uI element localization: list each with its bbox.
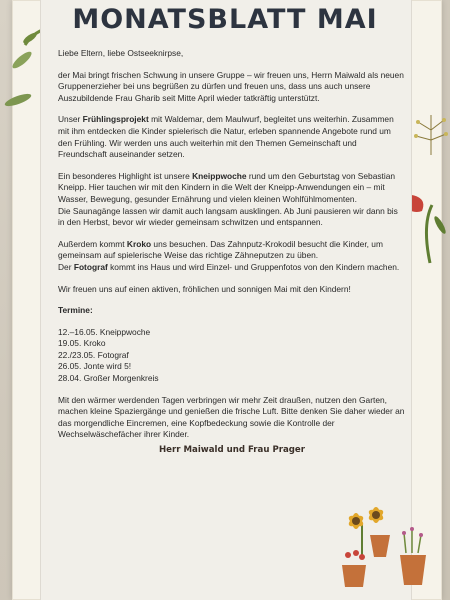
page-title: MONATSBLATT MAI: [72, 4, 378, 35]
kroko-paragraph: Außerdem kommt Kroko uns besuchen. Das Zahnputz-Krokodil besucht die Kinder, um gemeinsam auf spielerische Weise das richtige Zähneputzen zu üben. Der Fotograf kommt ins Haus und wird Einzel- und Gruppenfotos von den Kindern machen.: [58, 238, 400, 272]
termine-item: 28.04. Großer Morgenkreis: [58, 373, 159, 384]
flower-pots-icon: [330, 495, 442, 595]
termine-heading: Termine:: [58, 305, 93, 316]
termine-list: [58, 327, 406, 385]
greeting: Liebe Eltern, liebe Ostseeknirpse,: [58, 48, 184, 58]
leaf-icon: [412, 110, 450, 160]
closing-paragraph: Wir freuen uns auf einen aktiven, fröhlichen und sonnigen Mai mit den Kindern!: [58, 283, 351, 294]
spring-paragraph: Unser Frühlingsprojekt mit Waldemar, dem Maulwurf, begleitet uns weiterhin. Zusammen mit ihm entdecken die Kinder spielerisch die Natur, erleben spannende Angebote rund um den Frühling. Wir werden uns auch weiterhin mit den Themen Gemeinschaft und Freundschaft auseinander setzen.: [58, 114, 394, 160]
signature: Herr Maiwald und Frau Prager: [158, 445, 305, 456]
termine-item: 22./23.05. Fotograf: [58, 349, 129, 360]
letter-body: [58, 48, 406, 457]
intro-paragraph: der Mai bringt frischen Schwung in unsere Gruppe – wir freuen uns, Herrn Maiwald als neuen Gruppenerzieher bei uns begrüßen zu dürfen und freuen uns, dass uns auch unsere Auszubildende Frau Gharib seit Mitte April wieder tatkräftig unterstützt.: [58, 69, 404, 103]
outro-paragraph: Mit den wärmer werdenden Tagen verbringen wir mehr Zeit draußen, nutzen den Garten, machen kleine Spaziergänge und genießen die frische Luft. Bitte denken Sie daher wieder an das morgendliche Eincremen, eine Kopfbedeckung sowie die Kontrolle der Wechselwäschefächer ihrer Kinder.: [58, 394, 405, 440]
termine-item: 12.–16.05. Kneippwoche: [58, 326, 151, 337]
termine-item: 26.05. Jonte wird 5!: [58, 361, 132, 372]
leaf-icon: [0, 40, 40, 120]
kneipp-paragraph: Ein besonderes Highlight ist unsere Kneippwoche rund um den Geburtstag von Sebastian Kneipp. Hier tauchen wir mit den Kindern in die Welt der Kneipp-Anwendungen ein – mit Wasser, Bewegung, gesunder Ernährung und vielen kleinen Wohlfühlmomenten. Die Saunagänge lassen wir damit auch langsam ausklingen. Ab Juni pausieren wir dann bis in den Herbst, bevor wir wieder gemeinsam schwitzen und entspannen.: [58, 170, 398, 228]
termine-item: 19.05. Kroko: [58, 338, 106, 349]
